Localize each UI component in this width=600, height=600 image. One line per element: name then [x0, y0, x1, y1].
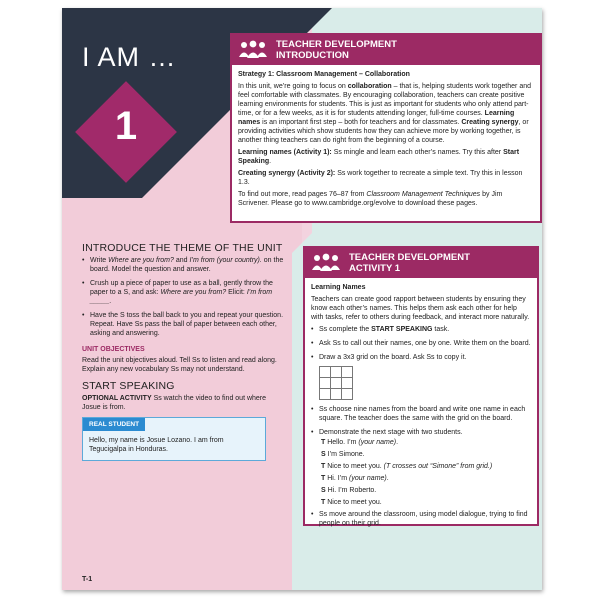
dialogue-line: T Hi. I’m (your name). [321, 475, 389, 482]
list-item: • Ss move around the classroom, using model dialogue, trying to find people on their grid. [311, 510, 531, 528]
introduce-heading: INTRODUCE THE THEME OF THE UNIT [82, 242, 283, 254]
list-item: • Have the S toss the ball back to you and repeat your question. Repeat. Have Ss pass the ball of paper between each other, asking and answering. [82, 311, 286, 338]
unit-objectives-heading: UNIT OBJECTIVES [82, 346, 145, 353]
further-reading: To find out more, read pages 76–87 from Classroom Management Techniques by Jim Scrivener. Please go to www.cambridge.org/evolve to download these pages. [238, 191, 503, 207]
list-item: • Write Where are you from? and I’m from (your country). on the board. Model the question and answer. [82, 256, 286, 274]
box-title: TEACHER DEVELOPMENT ACTIVITY 1 [349, 252, 470, 274]
teacher-development-introduction [230, 33, 542, 223]
real-student-box [82, 417, 266, 461]
activity1-note: Learning names (Activity 1): Ss mingle and learn each other’s names. Try this after Start Speaking. [238, 149, 520, 165]
box-title: TEACHER DEVELOPMENT INTRODUCTION [276, 39, 397, 61]
left-column [82, 244, 286, 461]
real-student-label: REAL STUDENT [83, 418, 145, 431]
activity2-note: Creating synergy (Activity 2): Ss work together to recreate a simple text. Try this in lesson 1.3. [238, 170, 523, 186]
unit-number: 1 [114, 104, 138, 148]
box-body [305, 278, 537, 537]
intro-paragraph: In this unit, we’re going to focus on collaboration – that is, helping students work together and feel comfortable with classmates. By encouraging collaboration, teachers can create positive learning environments for students. This is just as important for students who only attend part-time, or for a few weeks, as it is for students attending longer, full-time courses. Learning names is an important first step – both for teachers and for classmates. Creating synergy, or providing activities which show students how they can achieve more by working together, is another thing teachers can do right from the beginning of a course. [238, 83, 531, 144]
list-item: • Ask Ss to call out their names, one by one. Write them on the board. [311, 339, 531, 348]
box-header [305, 248, 537, 278]
activity-intro: Teachers can create good rapport between students by ensuring they know each other’s names. This helps them ask each other for help with tasks, refer to others during feedback, and interact more naturally. [311, 296, 530, 321]
real-student-quote: Hello, my name is Josue Lozano. I am from Tegucigalpa in Honduras. [89, 437, 224, 453]
list-item: • Ss complete the START SPEAKING task. [311, 325, 531, 334]
unit-title: I AM … [82, 42, 177, 72]
start-speaking-heading: START SPEAKING [82, 380, 175, 392]
list-item: • Ss choose nine names from the board and write one name in each square. The teacher does the same with the grid on the board. [311, 405, 531, 423]
page-number: T-1 [82, 576, 93, 583]
dialogue-line: T Hello. I’m (your name). [321, 439, 399, 446]
list-item: • Crush up a piece of paper to use as a ball, gently throw the paper to a S, and ask: Where are you from? Elicit: I’m from _____. [82, 279, 286, 306]
list-item: • Demonstrate the next stage with two students. [311, 428, 531, 437]
dialogue-line: T Nice to meet you. (T crosses out “Simone” from grid.) [321, 463, 493, 470]
dialogue-line: S Hi. I’m Roberto. [321, 487, 377, 494]
textbook-page [62, 8, 542, 590]
unit-objectives-text: Read the unit objectives aloud. Tell Ss to listen and read along. Explain any new vocabulary Ss may not understand. [82, 357, 277, 373]
people-group-icon [238, 40, 268, 60]
name-grid [319, 366, 353, 400]
learning-names-heading: Learning Names [311, 284, 366, 291]
start-speaking-text: OPTIONAL ACTIVITY Ss watch the video to find out where Josue is from. [82, 395, 267, 411]
box-body [232, 65, 540, 215]
teacher-development-activity-1 [303, 246, 539, 526]
people-group-icon [311, 253, 341, 273]
list-item: • Draw a 3x3 grid on the board. Ask Ss to copy it. [311, 353, 531, 362]
model-dialogue [311, 438, 531, 507]
strategy-heading: Strategy 1: Classroom Management – Collaboration [238, 71, 410, 78]
dialogue-line: T Nice to meet you. [321, 499, 382, 506]
dialogue-line: S I’m Simone. [321, 451, 365, 458]
box-header [232, 35, 540, 65]
